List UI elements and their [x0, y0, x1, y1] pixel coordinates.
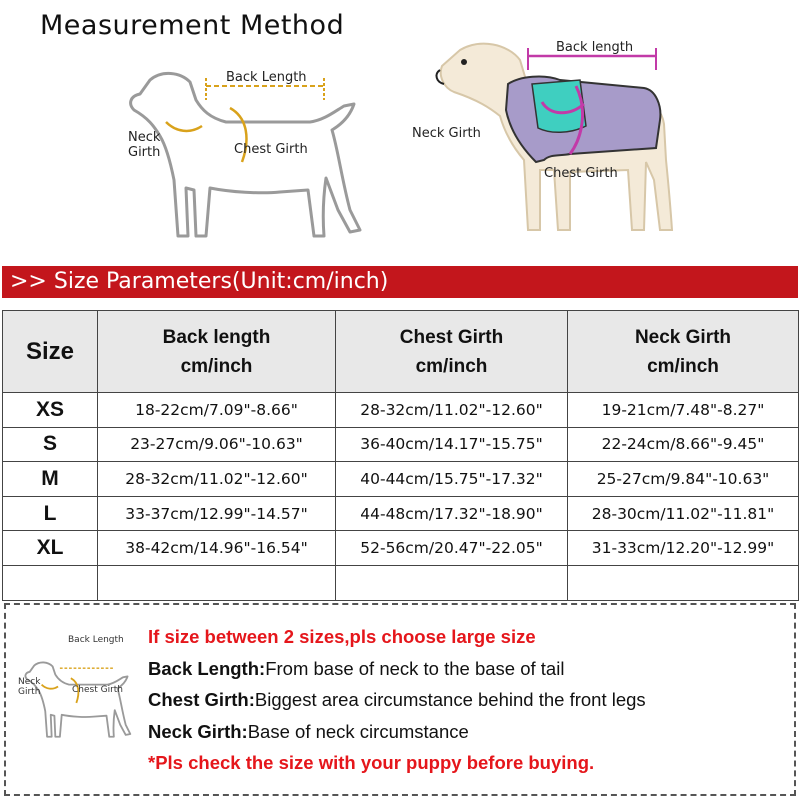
size-table: [2, 310, 799, 601]
header-back-length: [98, 311, 336, 393]
neck-cell: 31-33cm/12.20"-12.99": [568, 531, 799, 566]
neck-cell: 25-27cm/9.84"-10.63": [568, 462, 799, 497]
size-parameters-banner: >> Size Parameters(Unit:cm/inch): [2, 266, 798, 298]
chest-girth-note-label: Chest Girth:: [148, 689, 255, 710]
chest-cell: 40-44cm/15.75"-17.32": [336, 462, 568, 497]
size-cell: S: [3, 427, 98, 462]
right-chest-label: Chest Girth: [544, 166, 618, 181]
mini-chest-label: Chest Girth: [72, 685, 124, 695]
chest-cell: 44-48cm/17.32"-18.90": [336, 496, 568, 531]
notes-box: [4, 603, 796, 796]
header-neck-title: Neck Girth: [634, 326, 732, 348]
back-cell: 38-42cm/14.96"-16.54": [98, 531, 336, 566]
mini-neck-label-1: Neck: [18, 677, 41, 687]
mini-neck-label-2: Girth: [18, 687, 41, 697]
left-back-length-label: Back Length: [226, 70, 307, 85]
chest-cell: 28-32cm/11.02"-12.60": [336, 393, 568, 428]
table-row: [3, 496, 799, 531]
empty-cell: [568, 565, 799, 600]
right-neck-label: Neck Girth: [412, 126, 481, 141]
header-size: Size: [3, 311, 98, 393]
empty-cell: [3, 565, 98, 600]
table-row: [3, 393, 799, 428]
table-header-row: [3, 311, 799, 393]
size-cell: L: [3, 496, 98, 531]
left-neck-label-2: Girth: [128, 145, 161, 160]
header-back-title: Back length: [162, 326, 271, 348]
chest-cell: 36-40cm/14.17"-15.75": [336, 427, 568, 462]
header-chest-title: Chest Girth: [399, 326, 504, 348]
header-back-unit: cm/inch: [180, 355, 253, 377]
measurement-section: [0, 0, 800, 262]
right-back-length-label: Back length: [556, 40, 634, 55]
dog-outline-mini: [16, 627, 144, 777]
check-size-warning: *Pls check the size with your puppy before buying.: [148, 752, 595, 773]
header-chest-unit: cm/inch: [415, 355, 488, 377]
empty-cell: [98, 565, 336, 600]
back-cell: 33-37cm/12.99"-14.57": [98, 496, 336, 531]
header-neck-unit: cm/inch: [647, 355, 719, 377]
left-neck-label-1: Neck: [128, 130, 161, 145]
neck-cell: 28-30cm/11.02"-11.81": [568, 496, 799, 531]
size-cell: XS: [3, 393, 98, 428]
table-row: [3, 531, 799, 566]
size-cell: M: [3, 462, 98, 497]
measurement-title: Measurement Method: [40, 10, 345, 41]
back-cell: 28-32cm/11.02"-12.60": [98, 462, 336, 497]
chest-girth-note: [148, 684, 646, 716]
table-row-empty: [3, 565, 799, 600]
chest-girth-note-text: Biggest area circumstance behind the front legs: [254, 689, 646, 710]
neck-girth-note-text: Base of neck circumstance: [247, 720, 469, 742]
back-length-note-text: From base of neck to the base of tail: [265, 657, 565, 679]
dog-outline-diagram: [110, 60, 390, 260]
header-chest-girth: [336, 311, 568, 393]
neck-girth-note: [148, 716, 646, 748]
size-cell: XL: [3, 531, 98, 566]
header-neck-girth: [568, 311, 799, 393]
table-row: [3, 462, 799, 497]
left-chest-label: Chest Girth: [234, 142, 308, 157]
chest-cell: 52-56cm/20.47"-22.05": [336, 531, 568, 566]
note-lines: [148, 621, 646, 779]
mini-back-length-label: Back Length: [68, 635, 124, 645]
back-cell: 23-27cm/9.06"-10.63": [98, 427, 336, 462]
table-row: [3, 427, 799, 462]
empty-cell: [336, 565, 568, 600]
back-length-note-label: Back Length:: [148, 657, 266, 679]
neck-girth-note-label: Neck Girth:: [148, 720, 248, 742]
back-length-note: [148, 653, 646, 685]
back-cell: 18-22cm/7.09"-8.66": [98, 393, 336, 428]
neck-cell: 19-21cm/7.48"-8.27": [568, 393, 799, 428]
neck-cell: 22-24cm/8.66"-9.45": [568, 427, 799, 462]
size-tip: If size between 2 sizes,pls choose large size: [148, 626, 536, 647]
